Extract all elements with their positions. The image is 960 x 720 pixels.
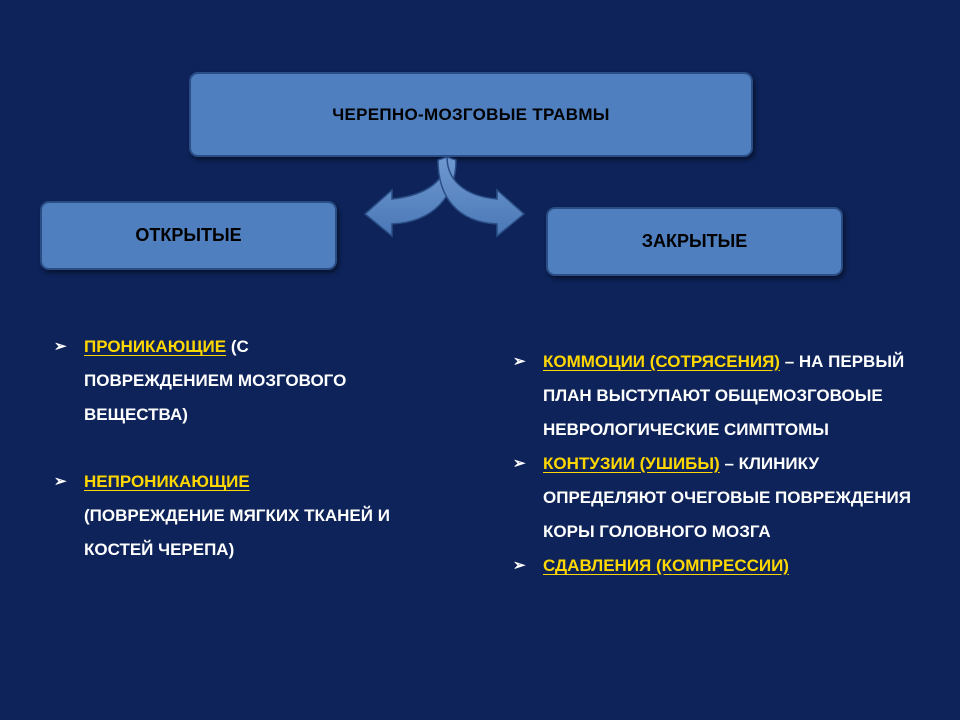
list-item-description: – КЛИНИКУ ОПРЕДЕЛЯЮТ ОЧЕГОВЫЕ ПОВРЕЖДЕНИЯ КОРЫ ГОЛОВНОГО МОЗГА (543, 454, 911, 541)
open-category-label: ОТКРЫТЫЕ (135, 225, 242, 245)
open-types-list (54, 330, 394, 567)
list-item (54, 330, 394, 432)
closed-types-list (513, 345, 933, 583)
list-item-term: НЕПРОНИКАЮЩИЕ (84, 472, 250, 491)
list-item-description: (ПОВРЕЖДЕНИЕ МЯГКИХ ТКАНЕЙ И КОСТЕЙ ЧЕРЕПА) (84, 506, 390, 559)
list-item-term: СДАВЛЕНИЯ (КОМПРЕССИИ) (543, 556, 789, 575)
list-item-term: ПРОНИКАЮЩИЕ (84, 337, 227, 356)
list-item-term: КОНТУЗИИ (УШИБЫ) (543, 454, 720, 473)
title-text: ЧЕРЕПНО-МОЗГОВЫЕ ТРАВМЫ (332, 104, 610, 124)
closed-category-box (546, 207, 843, 276)
list-item-description: – НА ПЕРВЫЙ ПЛАН ВЫСТУПАЮТ ОБЩЕМОЗГОВОЫЕ НЕВРОЛОГИЧЕСКИЕ СИМПТОМЫ (543, 352, 905, 439)
chevron-bullet-icon: ➢ (513, 353, 526, 370)
list-item (513, 345, 933, 447)
list-item-term: КОММОЦИИ (СОТРЯСЕНИЯ) (543, 352, 780, 371)
list-item (54, 465, 394, 567)
chevron-bullet-icon: ➢ (54, 338, 67, 355)
chevron-bullet-icon: ➢ (54, 473, 67, 490)
list-item (513, 549, 933, 583)
open-category-box (40, 201, 337, 270)
chevron-bullet-icon: ➢ (513, 557, 526, 574)
chevron-bullet-icon: ➢ (513, 455, 526, 472)
list-item-description: (С ПОВРЕЖДЕНИЕМ МОЗГОВОГО ВЕЩЕСТВА) (84, 337, 347, 424)
closed-category-label: ЗАКРЫТЫЕ (641, 231, 748, 251)
list-item (513, 447, 933, 549)
